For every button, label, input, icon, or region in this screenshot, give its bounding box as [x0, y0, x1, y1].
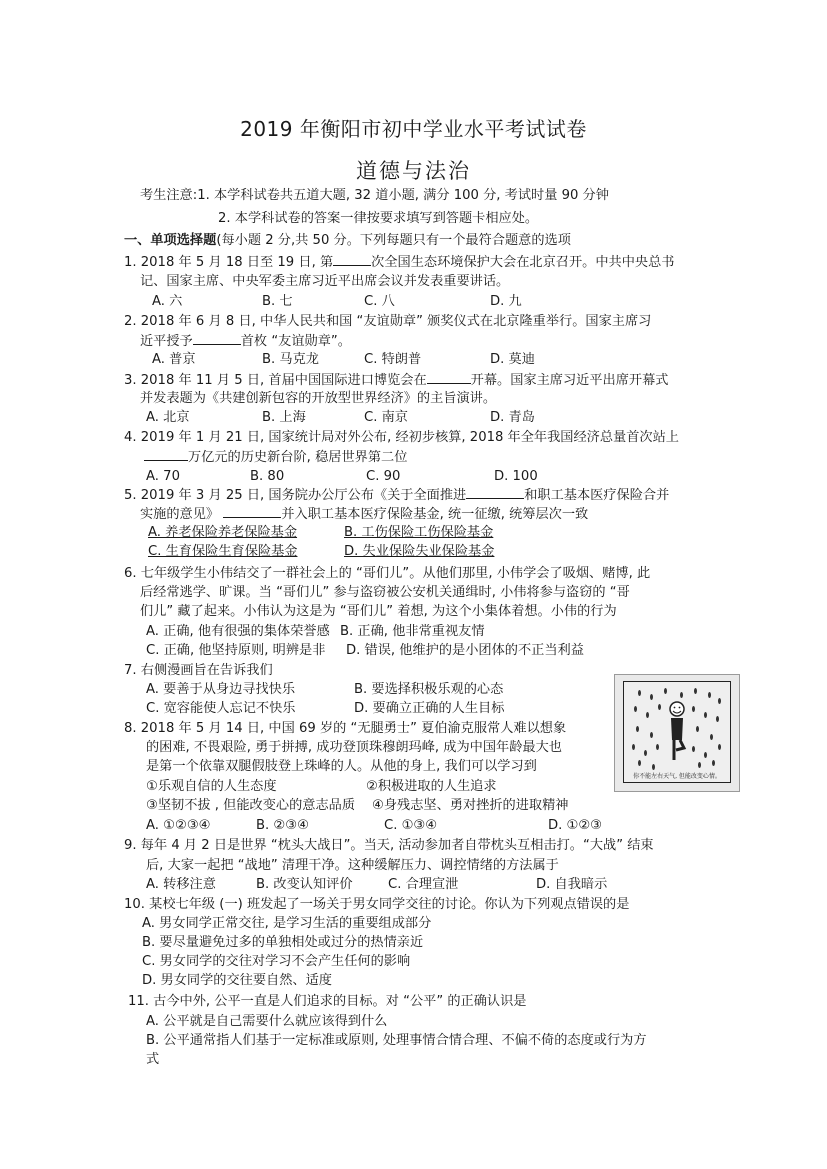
question-11-option-b: B. 公平通常指人们基于一定标准或原则, 处理事情合情合理、不偏不倚的态度或行为方 [146, 1033, 647, 1048]
question-2-option-a: A. 普京 [152, 352, 196, 367]
question-1-option-d: D. 九 [490, 294, 522, 309]
question-6-line-3: 们儿” 藏了起来。小伟认为这是为 “哥们儿” 着想, 为这个小集体着想。小伟的行为 [140, 604, 617, 619]
question-2-line-2: 近平授予 首枚 “友谊勋章”。 [140, 334, 351, 349]
question-10-option-d: D. 男女同学的交往要自然、适度 [142, 973, 332, 988]
question-7-option-a: A. 要善于从身边寻找快乐 [146, 682, 296, 697]
question-4-line-2: 万亿元的历史新台阶, 稳居世界第二位 [144, 448, 407, 467]
question-6-line-2: 后经常逃学、旷课。当 “哥们儿” 参与盗窃被公安机关通缉时, 小伟将参与盗窃的 “哥 [140, 585, 630, 600]
answer-blank [333, 253, 371, 266]
question-5-line-2: 实施的意见》 并入职工基本医疗保险基金, 统一征缴, 统筹层次一致 [140, 507, 589, 522]
question-6-option-d: D. 错误, 他维护的是小团体的不正当利益 [346, 643, 584, 658]
answer-blank [144, 448, 188, 461]
question-9-line-1: 9. 每年 4 月 2 日是世界 “枕头大战日”。当天, 活动参加者自带枕头互相击打。“大战” 结束 [124, 838, 654, 853]
question-8-statement-3: ③坚韧不拔 , 但能改变心的意志品质 [146, 798, 356, 813]
question-2-option-d: D. 莫迪 [490, 352, 535, 367]
question-8-option-c: C. ①③④ [384, 818, 438, 833]
answer-blank [223, 505, 281, 518]
smiling-person-icon [664, 700, 690, 764]
subject-title: 道德与法治 [356, 159, 471, 183]
question-9-option-a: A. 转移注意 [146, 877, 216, 892]
question-7-line-1: 7. 右侧漫画旨在告诉我们 [124, 663, 273, 678]
question-4-option-d: D. 100 [494, 469, 538, 484]
question-1-line-2: 记、国家主席、中央军委主席习近平出席会议并发表重要讲话。 [140, 274, 510, 289]
question-7-option-c: C. 宽容能使人忘记不快乐 [146, 701, 296, 716]
question-10-option-a: A. 男女同学正常交往, 是学习生活的重要组成部分 [142, 916, 432, 931]
question-8-line-1: 8. 2018 年 5 月 14 日, 中国 69 岁的 “无腿勇士” 夏伯渝克服常人难以想象 [124, 721, 567, 736]
question-8-line-2: 的困难, 不畏艰险, 勇于拼搏, 成功登顶珠穆朗玛峰, 成为中国年龄最大也 [146, 740, 562, 755]
question-3-option-d: D. 青岛 [490, 410, 535, 425]
question-5-option-a: A. 养老保险养老保险基金 [148, 525, 298, 540]
question-8-statement-4: ④身残志坚、勇对挫折的进取精神 [372, 798, 569, 813]
question-6-option-a: A. 正确, 他有很强的集体荣誉感 [146, 624, 330, 639]
question-11-option-b-continued: 式 [146, 1052, 160, 1067]
question-8-statement-1: ①乐观自信的人生态度 [146, 779, 277, 794]
question-3-option-b: B. 上海 [262, 410, 306, 425]
question-7-option-d: D. 要确立正确的人生目标 [354, 701, 505, 716]
question-2-option-c: C. 特朗普 [364, 352, 422, 367]
question-5-option-c: C. 生育保险生育保险基金 [148, 544, 298, 559]
notice-line-1: 考生注意:1. 本学科试卷共五道大题, 32 道小题, 满分 100 分, 考试时量 90 分钟 [140, 188, 609, 203]
question-3-line-1: 3. 2018 年 11 月 5 日, 首届中国国际进口博览会在 开幕。国家主席习近平出席开幕式 [124, 373, 669, 388]
question-1-option-b: B. 七 [262, 294, 293, 309]
question-10-option-c: C. 男女同学的交往对学习不会产生任何的影响 [142, 954, 411, 969]
cartoon-caption: 你不能左右天气, 但能改变心情。 [633, 773, 721, 780]
question-2-option-b: B. 马克龙 [262, 352, 319, 367]
question-8-option-d: D. ①②③ [548, 818, 603, 833]
question-5-option-d: D. 失业保险失业保险基金 [344, 544, 495, 559]
answer-blank [193, 332, 241, 345]
question-4-option-c: C. 90 [366, 469, 401, 484]
answer-blank [427, 371, 471, 384]
question-10-option-b: B. 要尽量避免过多的单独相处或过分的热情亲近 [142, 935, 424, 950]
question-1-line-1: 1. 2018 年 5 月 18 日至 19 日, 第 次全国生态环境保护大会在北京召开。中共中央总书 [124, 255, 675, 270]
question-7-option-b: B. 要选择积极乐观的心态 [354, 682, 504, 697]
question-8-option-b: B. ②③④ [256, 818, 309, 833]
question-9-option-c: C. 合理宣泄 [388, 877, 459, 892]
question-6-line-1: 6. 七年级学生小伟结交了一群社会上的 “哥们儿”。从他们那里, 小伟学会了吸烟、赌博, 此 [124, 566, 651, 581]
answer-blank [466, 486, 524, 499]
cartoon-image [614, 674, 740, 792]
question-4-line-1: 4. 2019 年 1 月 21 日, 国家统计局对外公布, 经初步核算, 2018 年全年我国经济总量首次站上 [124, 430, 679, 445]
question-6-option-b: B. 正确, 他非常重视友情 [340, 624, 485, 639]
section-instruction: (每小题 2 分,共 50 分。下列每题只有一个最符合题意的选项 [216, 233, 571, 248]
question-2-line-1: 2. 2018 年 6 月 8 日, 中华人民共和国 “友谊勋章” 颁奖仪式在北京隆重举行。国家主席习 [124, 314, 652, 329]
notice-line-2: 2. 本学科试卷的答案一律按要求填写到答题卡相应处。 [218, 211, 539, 226]
question-4-option-a: A. 70 [146, 469, 180, 484]
question-3-option-c: C. 南京 [364, 410, 408, 425]
question-11-line-1: 11. 古今中外, 公平一直是人们追求的目标。对 “公平” 的正确认识是 [128, 994, 527, 1009]
question-5-option-b: B. 工伤保险工伤保险基金 [344, 525, 494, 540]
section-heading [124, 232, 571, 250]
exam-title: 2019 年衡阳市初中学业水平考试试卷 [240, 117, 587, 141]
section-label: 一、单项选择题 [124, 233, 217, 248]
question-9-option-d: D. 自我暗示 [536, 877, 608, 892]
question-11-option-a: A. 公平就是自己需要什么就应该得到什么 [146, 1014, 388, 1029]
question-3-option-a: A. 北京 [146, 410, 190, 425]
question-9-line-2: 后, 大家一起把 “战地” 清理干净。这种缓解压力、调控情绪的方法属于 [146, 858, 559, 873]
question-8-statement-2: ②积极进取的人生追求 [366, 779, 497, 794]
cartoon-frame [623, 681, 731, 783]
question-8-option-a: A. ①②③④ [146, 818, 211, 833]
question-6-option-c: C. 正确, 他坚持原则, 明辨是非 [146, 643, 326, 658]
question-5-line-1: 5. 2019 年 3 月 25 日, 国务院办公厅公布《关于全面推进 和职工基本医疗保险合并 [124, 488, 670, 503]
question-9-option-b: B. 改变认知评价 [256, 877, 353, 892]
question-8-line-3: 是第一个依靠双腿假肢登上珠峰的人。从他的身上, 我们可以学习到 [146, 759, 537, 774]
question-1-option-c: C. 八 [364, 294, 395, 309]
question-10-line-1: 10. 某校七年级 (一) 班发起了一场关于男女同学交往的讨论。你认为下列观点错误的是 [124, 897, 630, 912]
question-3-line-2: 并发表题为《共建创新包容的开放型世界经济》的主旨演讲。 [140, 391, 497, 406]
question-4-option-b: B. 80 [250, 469, 285, 484]
question-1-option-a: A. 六 [152, 294, 183, 309]
